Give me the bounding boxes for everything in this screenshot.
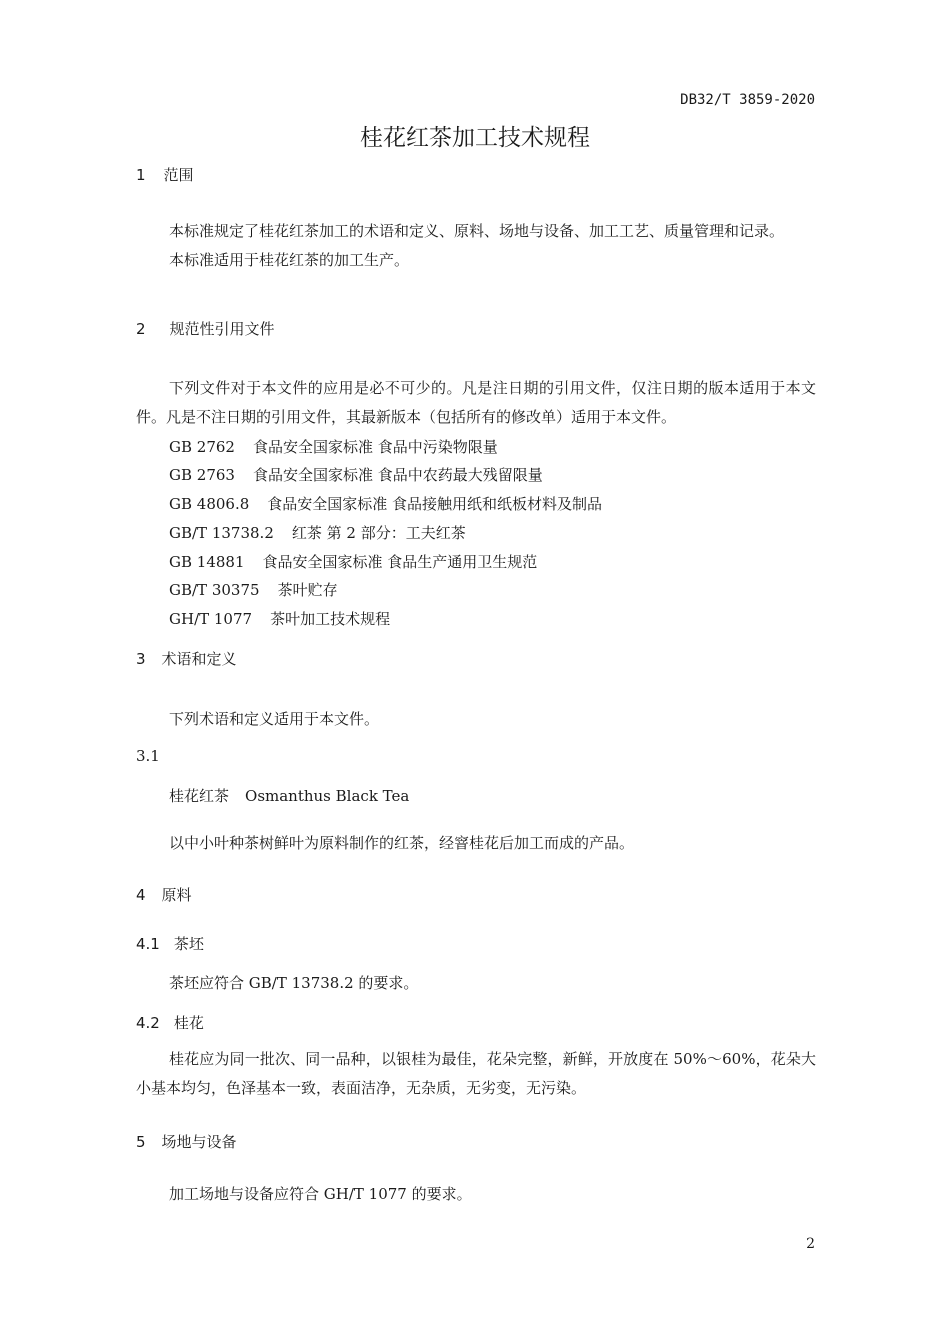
section-2-body	[136, 374, 816, 432]
subsection-title: 桂花	[173, 1014, 204, 1032]
reference-item	[169, 608, 390, 629]
reference-item	[169, 579, 338, 600]
section-1-body	[136, 217, 816, 275]
section-4-heading	[136, 884, 192, 905]
term-number: 3.1	[136, 747, 160, 765]
section-title: 范围	[163, 166, 194, 184]
section-title: 原料	[161, 886, 192, 904]
reference-item	[169, 436, 498, 457]
paragraph: 下列文件对于本文件的应用是必不可少的。凡是注日期的引用文件，仅注日期的版本适用于本文件。凡是不注日期的引用文件，其最新版本（包括所有的修改单）适用于本文件。	[136, 379, 816, 426]
reference-title: 茶叶贮存	[277, 581, 338, 599]
subsection-title: 茶坯	[173, 935, 204, 953]
section-number: 5	[136, 1133, 146, 1151]
section-number: 4	[136, 886, 146, 904]
section-number: 3	[136, 650, 146, 668]
reference-title: 食品安全国家标准 食品中污染物限量	[252, 438, 498, 456]
section-number: 1	[136, 166, 146, 184]
reference-title: 食品安全国家标准 食品生产通用卫生规范	[262, 553, 538, 571]
page-number: 2	[806, 1236, 815, 1252]
term-english: Osmanthus Black Tea	[245, 787, 410, 805]
reference-item	[169, 493, 602, 514]
term-entry	[169, 785, 409, 806]
paragraph: 下列术语和定义适用于本文件。	[169, 710, 380, 728]
section-2-heading	[136, 318, 275, 339]
reference-title: 茶叶加工技术规程	[270, 610, 391, 628]
subsection-number: 4.1	[136, 935, 160, 953]
subsection-number: 4.2	[136, 1014, 160, 1032]
reference-code: GB/T 30375	[169, 581, 260, 599]
reference-code: GH/T 1077	[169, 610, 253, 628]
section-title: 场地与设备	[161, 1133, 237, 1151]
section-5-heading	[136, 1131, 237, 1152]
reference-item	[169, 551, 537, 572]
term-definition: 以中小叶种茶树鲜叶为原料制作的红茶，经窨桂花后加工而成的产品。	[169, 834, 635, 852]
section-title: 术语和定义	[161, 650, 237, 668]
subsection-4-2-heading	[136, 1012, 204, 1033]
reference-code: GB 14881	[169, 553, 245, 571]
subsection-4-2-body	[136, 1045, 816, 1103]
reference-code: GB 2762	[169, 438, 235, 456]
paragraph: 加工场地与设备应符合 GH/T 1077 的要求。	[169, 1185, 472, 1203]
subsection-4-1-heading	[136, 933, 204, 954]
section-3-heading	[136, 648, 237, 669]
reference-title: 食品安全国家标准 食品接触用纸和纸板材料及制品	[267, 495, 603, 513]
document-title: 桂花红茶加工技术规程	[360, 125, 590, 151]
paragraph: 本标准规定了桂花红茶加工的术语和定义、原料、场地与设备、加工工艺、质量管理和记录。	[169, 222, 785, 240]
paragraph: 茶坯应符合 GB/T 13738.2 的要求。	[169, 974, 419, 992]
reference-code: GB 4806.8	[169, 495, 250, 513]
reference-item	[169, 522, 466, 543]
section-title: 规范性引用文件	[169, 320, 275, 338]
reference-code: GB/T 13738.2	[169, 524, 274, 542]
section-1-heading	[136, 164, 194, 185]
term-chinese: 桂花红茶	[169, 787, 230, 805]
reference-item	[169, 464, 543, 485]
paragraph: 桂花应为同一批次、同一品种，以银桂为最佳，花朵完整，新鲜，开放度在 50%～60%，花朵大小基本均匀，色泽基本一致，表面洁净，无杂质，无劣变，无污染。	[136, 1050, 816, 1097]
reference-code: GB 2763	[169, 466, 235, 484]
reference-title: 食品安全国家标准 食品中农药最大残留限量	[252, 466, 543, 484]
standard-number: DB32/T 3859-2020	[680, 92, 815, 108]
reference-title: 红茶 第 2 部分：工夫红茶	[291, 524, 466, 542]
section-number: 2	[136, 320, 146, 338]
paragraph: 本标准适用于桂花红茶的加工生产。	[169, 251, 410, 269]
